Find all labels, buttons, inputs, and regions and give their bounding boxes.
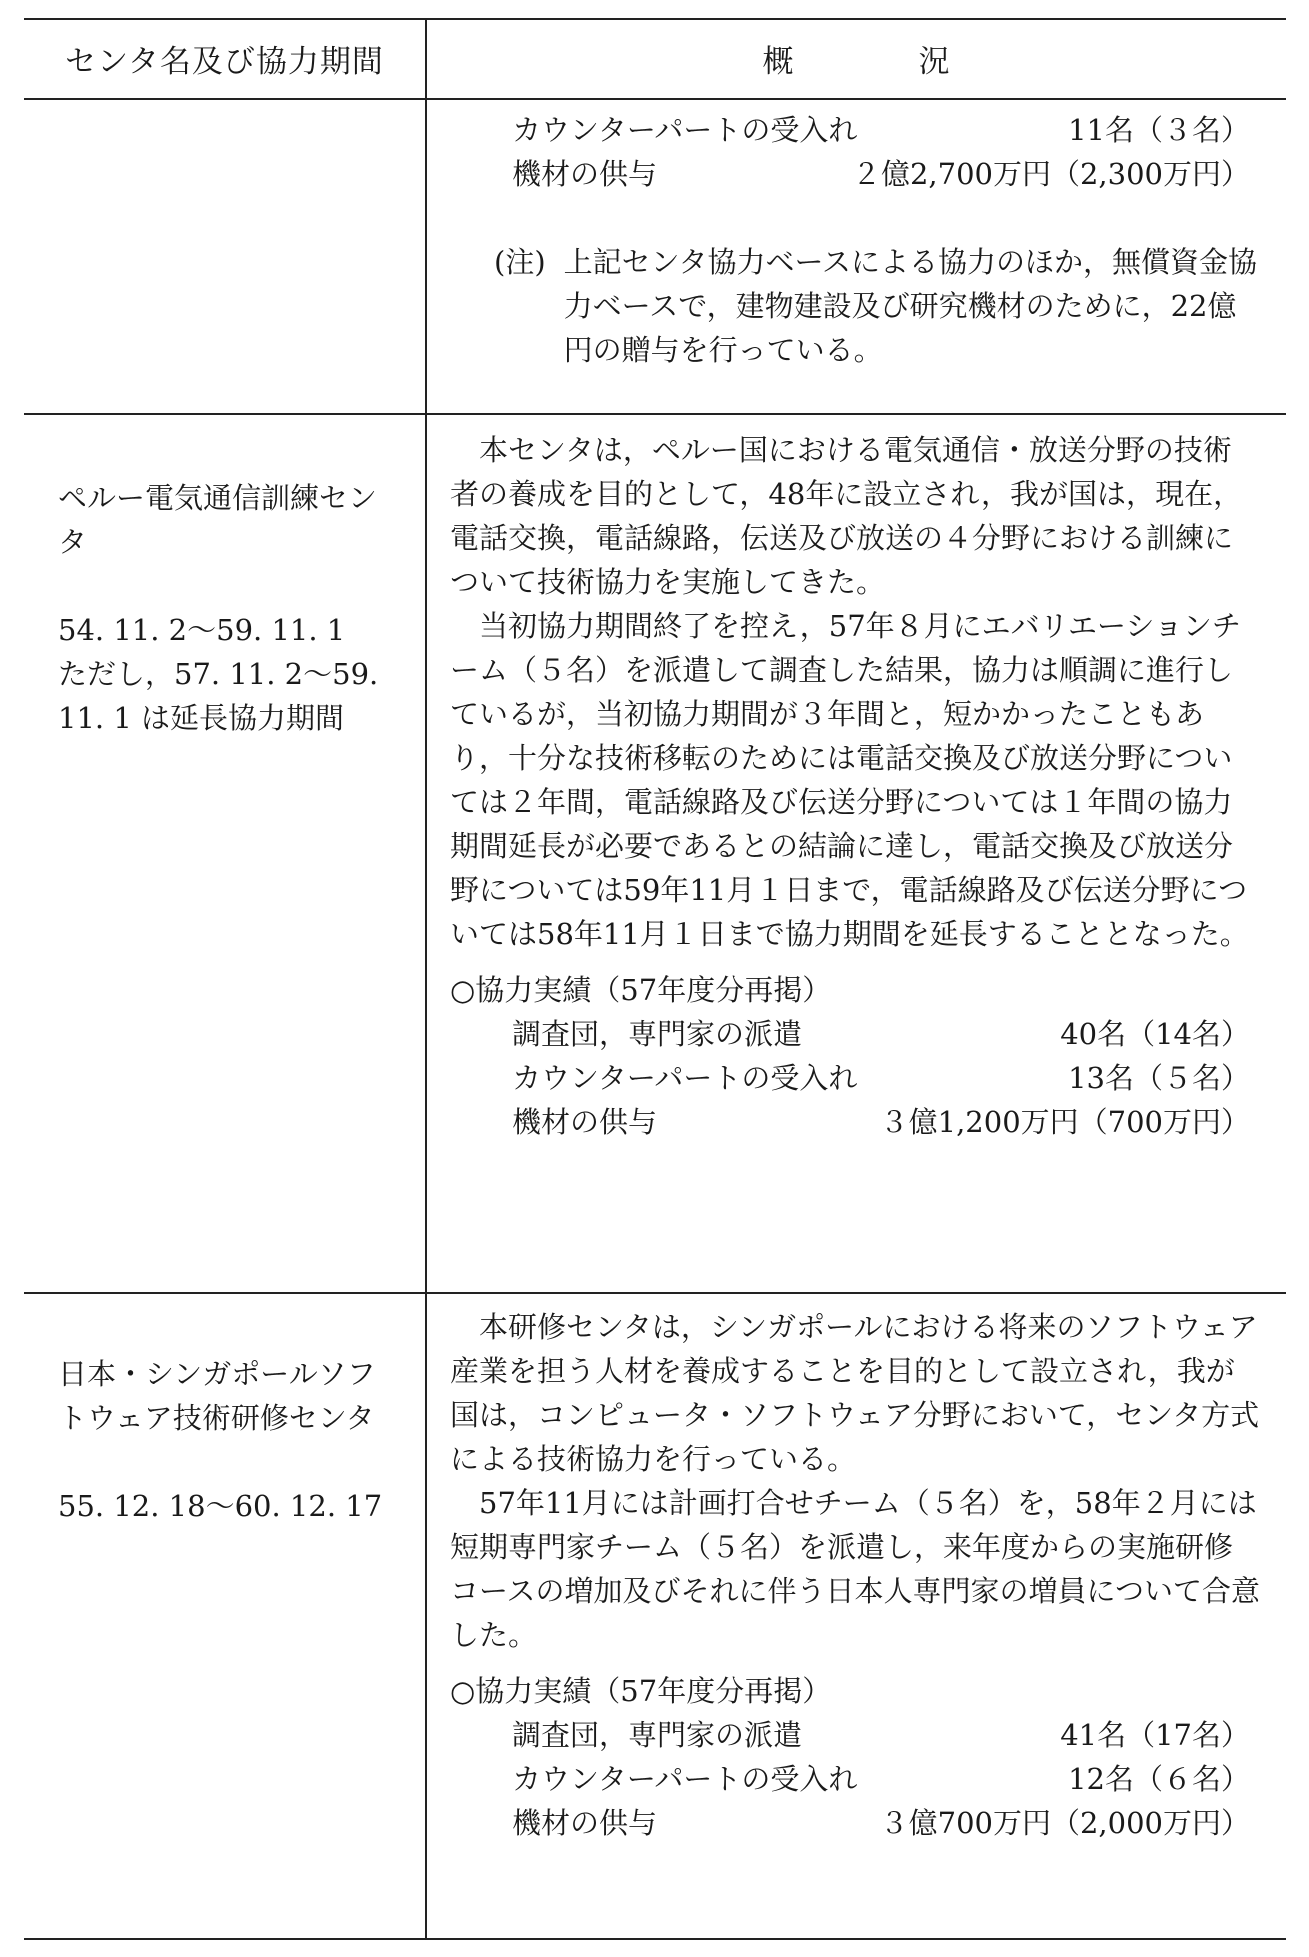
item-label: 機材の供与	[512, 1105, 658, 1139]
header-rule	[24, 98, 1286, 100]
overview-paragraph-1: 本研修センタは，シンガポールにおける将来のソフトウェア産業を担う人材を養成することを目的として設立され，我が国は，コンピュータ・ソフトウェア分野において，センタ方式による技術協力を行っている。	[450, 1310, 1260, 1476]
row1-note	[450, 240, 1260, 372]
cooperation-period: 54. 11. 2～59. 11. 1	[58, 613, 346, 647]
item-label: 機材の供与	[512, 157, 658, 191]
results-title: ○協力実績（57年度分再掲）	[450, 973, 832, 1007]
item-value: ３億700万円（2,000万円）	[879, 1806, 1250, 1840]
overview-paragraph-1: 本センタは，ペルー国における電気通信・放送分野の技術者の養成を目的として，48年に設立され，我が国は，現在，電話交換，電話線路，伝送及び放送の４分野における訓練について技術協力を実施してきた。	[450, 433, 1243, 599]
row-divider-2	[24, 1292, 1286, 1294]
item-value: 12名（６名）	[1068, 1762, 1250, 1796]
item-label: 調査団，専門家の派遣	[512, 1017, 803, 1051]
row1-overview	[450, 108, 1260, 372]
row1-item-equipment	[450, 152, 1260, 196]
item-value: ３億1,200万円（700万円）	[879, 1105, 1250, 1139]
row-divider-1	[24, 413, 1286, 415]
item-label: カウンターパートの受入れ	[512, 1762, 858, 1796]
header-col2-char-a: 概	[762, 43, 795, 80]
row2-item-dispatch	[450, 1012, 1260, 1056]
results-title: ○協力実績（57年度分再掲）	[450, 1674, 832, 1708]
row3-item-counterpart	[450, 1757, 1260, 1801]
row2-overview	[450, 428, 1260, 1144]
note-text: 上記センタ協力ベースによる協力のほか，無償資金協力ベースで，建物建設及び研究機材のために，22億円の贈与を行っている。	[563, 245, 1258, 367]
item-value: 41名（17名）	[1060, 1718, 1250, 1752]
item-value: 40名（14名）	[1060, 1017, 1250, 1051]
center-name: 日本・シンガポールソフトウェア技術研修センタ	[58, 1357, 376, 1435]
row3-item-dispatch	[450, 1713, 1260, 1757]
row3-item-equipment	[450, 1801, 1260, 1845]
item-label: 機材の供与	[512, 1806, 658, 1840]
row2-item-counterpart	[450, 1056, 1260, 1100]
item-label: 調査団，専門家の派遣	[512, 1718, 803, 1752]
item-label: カウンターパートの受入れ	[512, 113, 858, 147]
row3-center-info	[58, 1352, 403, 1528]
overview-paragraph-2: 当初協力期間終了を控え，57年８月にエバリエーションチーム（５名）を派遣して調査した結果，協力は順調に進行しているが，当初協力期間が３年間と，短かかったこともあり，十分な技術移転のためには電話交換及び放送分野については２年間，電話線路及び伝送分野については１年間の協力期間延長が必要であるとの結論に達し，電話交換及び放送分野については59年11月１日まで，電話線路及び伝送分野については58年11月１日まで協力期間を延長することとなった。	[450, 609, 1249, 951]
item-value: 13名（５名）	[1068, 1061, 1250, 1095]
note-mark: (注)	[494, 245, 546, 279]
period-note: ただし，57. 11. 2～59. 11. 1 は延長協力期間	[58, 657, 379, 735]
row2-center-info	[58, 476, 403, 740]
header-col1-text: センタ名及び協力期間	[65, 43, 384, 80]
item-label: カウンターパートの受入れ	[512, 1061, 858, 1095]
row3-overview	[450, 1305, 1260, 1845]
header-overview	[427, 18, 1286, 98]
overview-paragraph-2: 57年11月には計画打合せチーム（５名）を，58年２月には短期専門家チーム（５名）を派遣し，来年度からの実施研修コースの増加及びそれに伴う日本人専門家の増員について合意した。	[450, 1486, 1260, 1652]
cooperation-period: 55. 12. 18～60. 12. 17	[58, 1489, 383, 1523]
row2-item-equipment	[450, 1100, 1260, 1144]
header-center-name	[24, 18, 425, 98]
header-col2-char-b: 況	[918, 43, 951, 80]
center-name: ペルー電気通信訓練センタ	[58, 481, 378, 559]
item-value: 11名（３名）	[1068, 113, 1250, 147]
column-divider	[425, 18, 427, 1940]
row1-item-counterpart	[450, 108, 1260, 152]
item-value: ２億2,700万円（2,300万円）	[851, 157, 1250, 191]
